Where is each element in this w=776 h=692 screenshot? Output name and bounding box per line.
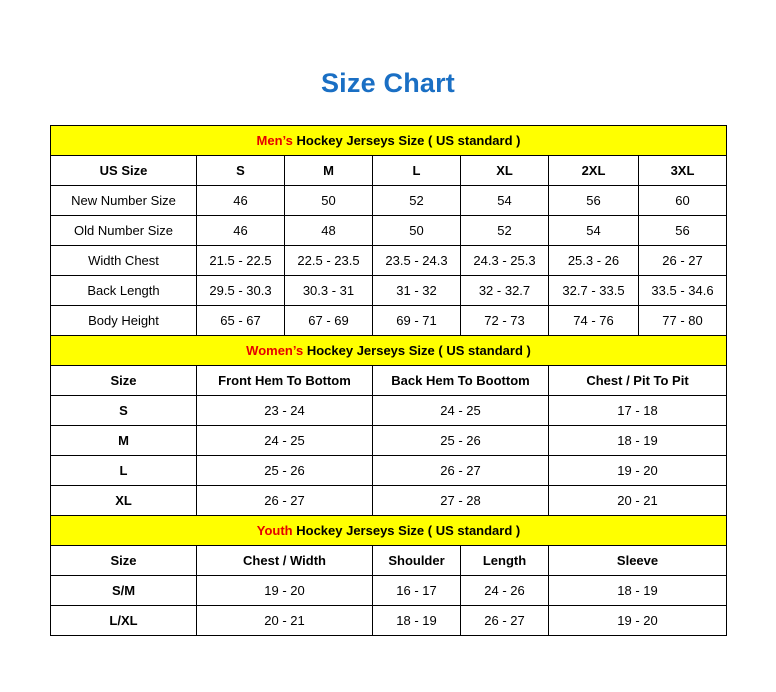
mens-col-head-0: US Size [51, 156, 197, 186]
youth-col-head-4: Sleeve [549, 546, 727, 576]
section-header-womens [51, 336, 727, 366]
section-header-row-womens [51, 336, 727, 366]
table-row [51, 456, 727, 486]
youth-cell-0-4: 18 - 19 [549, 576, 727, 606]
mens-cell-3-1: 29.5 - 30.3 [197, 276, 285, 306]
youth-cell-1-4: 19 - 20 [549, 606, 727, 636]
section-header-mens-rest: Hockey Jerseys Size ( US standard ) [292, 133, 521, 148]
womens-cell-1-3: 18 - 19 [549, 426, 727, 456]
mens-cell-3-2: 30.3 - 31 [285, 276, 373, 306]
womens-row-3-label: XL [51, 486, 197, 516]
size-chart-container [50, 99, 726, 636]
womens-cell-3-3: 20 - 21 [549, 486, 727, 516]
mens-cell-0-4: 54 [461, 186, 549, 216]
size-chart-table [50, 125, 727, 636]
youth-cell-0-3: 24 - 26 [461, 576, 549, 606]
mens-cell-2-5: 25.3 - 26 [549, 246, 639, 276]
table-row [51, 366, 727, 396]
table-row [51, 576, 727, 606]
womens-cell-0-3: 17 - 18 [549, 396, 727, 426]
mens-cell-4-5: 74 - 76 [549, 306, 639, 336]
womens-cell-0-1: 23 - 24 [197, 396, 373, 426]
youth-col-head-0: Size [51, 546, 197, 576]
page-title: Size Chart [320, 68, 456, 98]
mens-col-head-3: L [373, 156, 461, 186]
mens-cell-0-3: 52 [373, 186, 461, 216]
table-row [51, 546, 727, 576]
womens-col-head-2: Back Hem To Boottom [373, 366, 549, 396]
youth-cell-0-2: 16 - 17 [373, 576, 461, 606]
mens-row-0-label: New Number Size [51, 186, 197, 216]
table-row [51, 186, 727, 216]
section-header-mens-highlight: Men’s [256, 133, 293, 148]
mens-cell-0-2: 50 [285, 186, 373, 216]
mens-cell-1-1: 46 [197, 216, 285, 246]
table-row [51, 156, 727, 186]
section-header-mens [51, 126, 727, 156]
table-row [51, 396, 727, 426]
mens-cell-2-6: 26 - 27 [639, 246, 727, 276]
womens-cell-2-3: 19 - 20 [549, 456, 727, 486]
section-header-womens-rest: Hockey Jerseys Size ( US standard ) [303, 343, 531, 358]
womens-col-head-3: Chest / Pit To Pit [549, 366, 727, 396]
mens-cell-2-1: 21.5 - 22.5 [197, 246, 285, 276]
mens-cell-3-6: 33.5 - 34.6 [639, 276, 727, 306]
mens-cell-2-3: 23.5 - 24.3 [373, 246, 461, 276]
womens-row-2-label: L [51, 456, 197, 486]
womens-cell-3-2: 27 - 28 [373, 486, 549, 516]
table-row [51, 606, 727, 636]
mens-cell-3-3: 31 - 32 [373, 276, 461, 306]
mens-col-head-1: S [197, 156, 285, 186]
mens-cell-1-2: 48 [285, 216, 373, 246]
table-row [51, 486, 727, 516]
mens-col-head-4: XL [461, 156, 549, 186]
mens-cell-1-6: 56 [639, 216, 727, 246]
womens-col-head-1: Front Hem To Bottom [197, 366, 373, 396]
mens-cell-3-4: 32 - 32.7 [461, 276, 549, 306]
mens-col-head-2: M [285, 156, 373, 186]
womens-cell-1-1: 24 - 25 [197, 426, 373, 456]
youth-cell-1-2: 18 - 19 [373, 606, 461, 636]
table-row [51, 216, 727, 246]
mens-cell-4-3: 69 - 71 [373, 306, 461, 336]
youth-col-head-1: Chest / Width [197, 546, 373, 576]
youth-cell-0-1: 19 - 20 [197, 576, 373, 606]
youth-col-head-2: Shoulder [373, 546, 461, 576]
mens-cell-2-4: 24.3 - 25.3 [461, 246, 549, 276]
section-header-youth-rest: Hockey Jerseys Size ( US standard ) [292, 523, 521, 538]
womens-row-1-label: M [51, 426, 197, 456]
mens-cell-1-3: 50 [373, 216, 461, 246]
mens-cell-0-5: 56 [549, 186, 639, 216]
mens-row-1-label: Old Number Size [51, 216, 197, 246]
table-row [51, 246, 727, 276]
womens-cell-2-1: 25 - 26 [197, 456, 373, 486]
section-header-womens-highlight: Women’s [246, 343, 304, 358]
mens-row-4-label: Body Height [51, 306, 197, 336]
section-header-row-mens [51, 126, 727, 156]
table-row [51, 426, 727, 456]
section-header-row-youth [51, 516, 727, 546]
youth-row-1-label: L/XL [51, 606, 197, 636]
table-row [51, 306, 727, 336]
womens-row-0-label: S [51, 396, 197, 426]
womens-col-head-0: Size [51, 366, 197, 396]
youth-row-0-label: S/M [51, 576, 197, 606]
section-header-youth [51, 516, 727, 546]
section-header-youth-highlight: Youth [256, 523, 293, 538]
mens-col-head-6: 3XL [639, 156, 727, 186]
table-row [51, 276, 727, 306]
womens-cell-3-1: 26 - 27 [197, 486, 373, 516]
womens-cell-1-2: 25 - 26 [373, 426, 549, 456]
mens-cell-1-5: 54 [549, 216, 639, 246]
womens-cell-0-2: 24 - 25 [373, 396, 549, 426]
mens-cell-4-4: 72 - 73 [461, 306, 549, 336]
mens-cell-3-5: 32.7 - 33.5 [549, 276, 639, 306]
mens-cell-4-2: 67 - 69 [285, 306, 373, 336]
mens-cell-0-1: 46 [197, 186, 285, 216]
mens-row-2-label: Width Chest [51, 246, 197, 276]
mens-cell-2-2: 22.5 - 23.5 [285, 246, 373, 276]
mens-cell-1-4: 52 [461, 216, 549, 246]
mens-col-head-5: 2XL [549, 156, 639, 186]
mens-cell-4-6: 77 - 80 [639, 306, 727, 336]
mens-cell-0-6: 60 [639, 186, 727, 216]
mens-cell-4-1: 65 - 67 [197, 306, 285, 336]
mens-row-3-label: Back Length [51, 276, 197, 306]
youth-cell-1-1: 20 - 21 [197, 606, 373, 636]
womens-cell-2-2: 26 - 27 [373, 456, 549, 486]
youth-col-head-3: Length [461, 546, 549, 576]
youth-cell-1-3: 26 - 27 [461, 606, 549, 636]
